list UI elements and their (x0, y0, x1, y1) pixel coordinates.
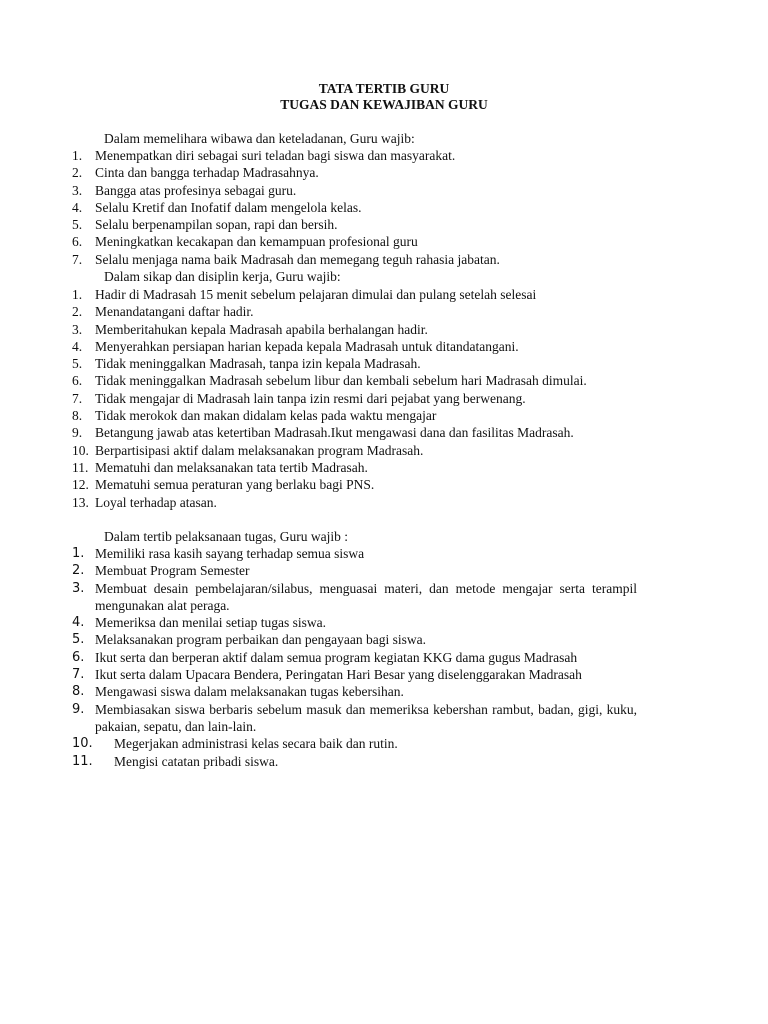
item-number: 5. (72, 632, 85, 648)
item-text: Membuat desain pembelajaran/silabus, menguasai materi, dan metode mengajar serta terampil mengunakan alat peraga. (95, 580, 637, 613)
list-item (0, 216, 768, 233)
list-item (0, 735, 768, 752)
item-number: 5. (72, 217, 83, 233)
list-item (0, 233, 768, 250)
item-number: 1. (72, 287, 83, 302)
section-2-intro: Dalam sikap dan disiplin kerja, Guru wajib: (104, 269, 341, 284)
item-text: Tidak meninggalkan Madrasah sebelum libur dan kembali sebelum hari Madrasah dimulai. (95, 373, 587, 389)
item-number: 2. (72, 304, 83, 320)
item-number: 4. (72, 199, 83, 215)
item-text: Meningkatkan kecakapan dan kemampuan profesional guru (95, 234, 418, 250)
list-item (0, 199, 768, 216)
list-item (0, 407, 768, 424)
item-text: Hadir di Madrasah 15 menit sebelum pelajaran dimulai dan pulang setelah selesai (95, 287, 537, 302)
item-number: 10. (72, 442, 89, 458)
item-number: 9. (72, 701, 85, 717)
item-number: 11. (72, 459, 89, 475)
list-item (0, 683, 768, 700)
list-item (0, 147, 768, 164)
section-3-intro: Dalam tertib pelaksanaan tugas, Guru wajib : (104, 529, 349, 544)
item-number: 6. (72, 649, 85, 665)
item-text: Mematuhi semua peraturan yang berlaku bagi PNS. (95, 477, 375, 493)
list-item (0, 321, 768, 338)
list-item (0, 251, 768, 268)
list-item (0, 545, 768, 562)
item-text: Selalu Kretif dan Inofatif dalam mengelola kelas. (95, 199, 362, 215)
item-text: Membuat Program Semester (95, 563, 250, 579)
list-item (0, 666, 768, 683)
list-item (0, 631, 768, 648)
list-item (0, 476, 768, 493)
item-text: Loyal terhadap atasan. (95, 494, 217, 510)
item-number: 1. (72, 148, 83, 163)
item-text: Betangung jawab atas ketertiban Madrasah.Ikut mengawasi dana dan fasilitas Madrasah. (95, 425, 574, 441)
list-item (0, 494, 768, 511)
list-item (0, 424, 768, 441)
item-text: Memberitahukan kepala Madrasah apabila berhalangan hadir. (95, 321, 428, 337)
list-item (0, 182, 768, 199)
item-number: 10. (72, 736, 93, 752)
list-item (0, 372, 768, 389)
item-number: 4. (72, 615, 85, 631)
item-number: 13. (72, 494, 89, 510)
item-number: 8. (72, 684, 85, 700)
item-text: Menandatangani daftar hadir. (95, 304, 254, 320)
item-text: Ikut serta dalam Upacara Bendera, Peringatan Hari Besar yang diselenggarakan Madrasah (95, 667, 582, 683)
item-number: 8. (72, 408, 83, 424)
doc-title: TATA TERTIB GURU (318, 81, 450, 96)
item-text: Ikut serta dan berperan aktif dalam semua program kegiatan KKG dama gugus Madrasah (95, 649, 578, 665)
item-text: Melaksanakan program perbaikan dan pengayaan bagi siswa. (95, 632, 427, 648)
list-item (0, 649, 768, 666)
item-number: 7. (72, 667, 85, 683)
item-text: Tidak meninggalkan Madrasah, tanpa izin kepala Madrasah. (95, 356, 421, 372)
item-number: 6. (72, 234, 83, 250)
section-1-intro: Dalam memelihara wibawa dan keteladanan, Guru wajib: (104, 131, 415, 146)
item-text: Mengisi catatan pribadi siswa. (114, 753, 279, 769)
item-number: 4. (72, 338, 83, 354)
item-text: Cinta dan bangga terhadap Madrasahnya. (95, 165, 319, 181)
item-number: 3. (72, 580, 85, 596)
list-item (0, 614, 768, 631)
list-item (0, 355, 768, 372)
item-text: Menempatkan diri sebagai suri teladan bagi siswa dan masyarakat. (95, 148, 456, 163)
item-text: Berpartisipasi aktif dalam melaksanakan program Madrasah. (95, 442, 424, 458)
item-text: Selalu menjaga nama baik Madrasah dan memegang teguh rahasia jabatan. (95, 251, 500, 267)
list-item (0, 390, 768, 407)
list-item (0, 303, 768, 320)
item-text: Mengawasi siswa dalam melaksanakan tugas kebersihan. (95, 684, 404, 700)
item-number: 3. (72, 182, 83, 198)
item-text: Selalu berpenampilan sopan, rapi dan bersih. (95, 217, 338, 233)
section-3-list (0, 545, 768, 770)
item-number: 7. (72, 251, 83, 267)
item-text: Membiasakan siswa berbaris sebelum masuk dan memeriksa kebershan rambut, badan, gigi, kuku, pakaian, sepatu, dan lain-lain. (95, 701, 637, 734)
item-text: Memiliki rasa kasih sayang terhadap semua siswa (95, 546, 365, 561)
item-number: 11. (72, 753, 93, 769)
item-number: 9. (72, 425, 83, 441)
item-text: Mematuhi dan melaksanakan tata tertib Madrasah. (95, 459, 368, 475)
item-number: 1. (72, 546, 85, 561)
item-text: Megerjakan administrasi kelas secara baik dan rutin. (114, 736, 398, 752)
item-text: Tidak merokok dan makan didalam kelas pada waktu mengajar (95, 408, 437, 424)
item-text: Memeriksa dan menilai setiap tugas siswa. (95, 615, 326, 631)
list-item (0, 701, 768, 736)
item-text: Menyerahkan persiapan harian kepada kepala Madrasah untuk ditandatangani. (95, 338, 519, 354)
list-item (0, 459, 768, 476)
item-number: 3. (72, 321, 83, 337)
item-number: 5. (72, 356, 83, 372)
section-2-list (0, 286, 768, 511)
list-item (0, 286, 768, 303)
doc-subtitle: TUGAS DAN KEWAJIBAN GURU (280, 97, 488, 112)
list-item (0, 164, 768, 181)
item-number: 6. (72, 373, 83, 389)
item-number: 7. (72, 390, 83, 406)
item-text: Tidak mengajar di Madrasah lain tanpa izin resmi dari pejabat yang berwenang. (95, 390, 526, 406)
item-number: 2. (72, 563, 85, 579)
list-item (0, 580, 768, 615)
item-text: Bangga atas profesinya sebagai guru. (95, 182, 297, 198)
list-item (0, 442, 768, 459)
list-item (0, 338, 768, 355)
item-number: 2. (72, 165, 83, 181)
section-1-list (0, 147, 768, 268)
list-item (0, 753, 768, 770)
item-number: 12. (72, 477, 89, 493)
list-item (0, 562, 768, 579)
